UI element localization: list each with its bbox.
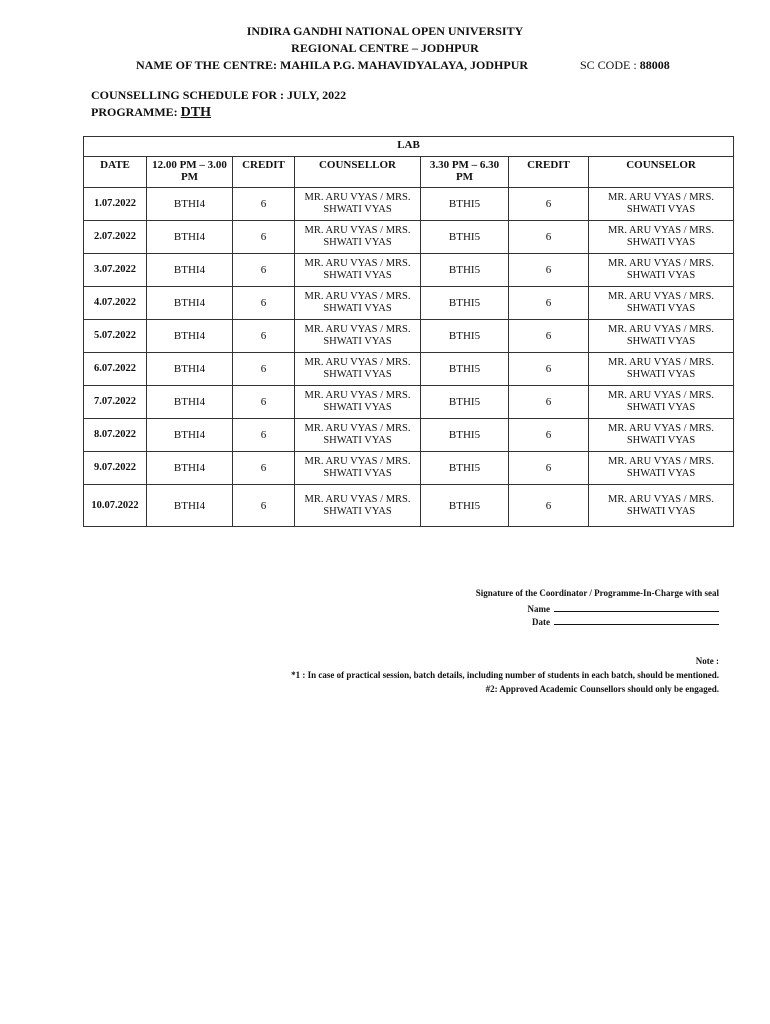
signature-name-line (300, 602, 719, 614)
course-cell: BTHI5 (421, 287, 509, 320)
course-cell: BTHI5 (421, 254, 509, 287)
column-header: 3.30 PM – 6.30 PM (421, 157, 509, 188)
counsellor-cell: MR. ARU VYAS / MRS. SHWATI VYAS (295, 188, 421, 221)
course-cell: BTHI5 (421, 353, 509, 386)
column-header: COUNSELLOR (295, 157, 421, 188)
credit-cell: 6 (233, 386, 295, 419)
table-row (84, 254, 734, 287)
credit-cell: 6 (233, 320, 295, 353)
table-row (84, 320, 734, 353)
centre-label: NAME OF THE CENTRE (136, 58, 274, 72)
course-cell: BTHI5 (421, 221, 509, 254)
credit-cell: 6 (233, 254, 295, 287)
schedule-value: : JULY, 2022 (280, 88, 347, 102)
column-header: COUNSELOR (589, 157, 734, 188)
date-cell: 2.07.2022 (84, 221, 147, 254)
counsellor-cell: MR. ARU VYAS / MRS. SHWATI VYAS (589, 287, 734, 320)
course-cell: BTHI5 (421, 419, 509, 452)
sc-code (580, 58, 670, 73)
column-header: 12.00 PM – 3.00 PM (147, 157, 233, 188)
table-row (84, 452, 734, 485)
date-cell: 9.07.2022 (84, 452, 147, 485)
programme-value: DTH (180, 105, 211, 120)
table-row (84, 419, 734, 452)
course-cell: BTHI5 (421, 320, 509, 353)
date-blank-line (554, 615, 719, 625)
counsellor-cell: MR. ARU VYAS / MRS. SHWATI VYAS (295, 287, 421, 320)
note-2: #2: Approved Academic Counsellors should only be engaged. (485, 684, 719, 694)
column-header: DATE (84, 157, 147, 188)
date-cell: 7.07.2022 (84, 386, 147, 419)
counsellor-cell: MR. ARU VYAS / MRS. SHWATI VYAS (589, 485, 734, 527)
counsellor-cell: MR. ARU VYAS / MRS. SHWATI VYAS (295, 353, 421, 386)
date-cell: 8.07.2022 (84, 419, 147, 452)
credit-cell: 6 (509, 386, 589, 419)
counsellor-cell: MR. ARU VYAS / MRS. SHWATI VYAS (295, 221, 421, 254)
schedule-table (83, 136, 734, 527)
counsellor-cell: MR. ARU VYAS / MRS. SHWATI VYAS (295, 419, 421, 452)
signature-title: Signature of the Coordinator / Programme-In-Charge with seal (475, 588, 719, 598)
column-header: CREDIT (509, 157, 589, 188)
name-label: Name (527, 604, 550, 614)
counsellor-cell: MR. ARU VYAS / MRS. SHWATI VYAS (589, 419, 734, 452)
table-row (84, 386, 734, 419)
table-row (84, 188, 734, 221)
course-cell: BTHI4 (147, 386, 233, 419)
credit-cell: 6 (233, 419, 295, 452)
credit-cell: 6 (233, 452, 295, 485)
name-blank-line (554, 602, 719, 612)
credit-cell: 6 (509, 221, 589, 254)
counsellor-cell: MR. ARU VYAS / MRS. SHWATI VYAS (295, 386, 421, 419)
sc-code-value: 88008 (639, 58, 670, 72)
note-heading: Note : (695, 656, 719, 666)
date-cell: 3.07.2022 (84, 254, 147, 287)
credit-cell: 6 (233, 287, 295, 320)
university-name: INDIRA GANDHI NATIONAL OPEN UNIVERSITY (246, 24, 524, 38)
course-cell: BTHI4 (147, 485, 233, 527)
counsellor-cell: MR. ARU VYAS / MRS. SHWATI VYAS (589, 320, 734, 353)
credit-cell: 6 (233, 485, 295, 527)
schedule-heading (91, 88, 346, 103)
counsellor-cell: MR. ARU VYAS / MRS. SHWATI VYAS (589, 353, 734, 386)
note-1: *1 : In case of practical session, batch details, including number of students in each batch, should be mentioned. (291, 670, 719, 680)
counsellor-cell: MR. ARU VYAS / MRS. SHWATI VYAS (295, 254, 421, 287)
course-cell: BTHI4 (147, 419, 233, 452)
counsellor-cell: MR. ARU VYAS / MRS. SHWATI VYAS (295, 320, 421, 353)
schedule-label: COUNSELLING SCHEDULE FOR (91, 88, 278, 102)
course-cell: BTHI4 (147, 320, 233, 353)
lab-group-header: LAB (84, 137, 734, 157)
table-row (84, 287, 734, 320)
course-cell: BTHI4 (147, 188, 233, 221)
table-row (84, 353, 734, 386)
course-cell: BTHI5 (421, 452, 509, 485)
credit-cell: 6 (233, 221, 295, 254)
column-header: CREDIT (233, 157, 295, 188)
date-label: Date (532, 617, 550, 627)
credit-cell: 6 (509, 452, 589, 485)
credit-cell: 6 (233, 353, 295, 386)
course-cell: BTHI5 (421, 386, 509, 419)
counsellor-cell: MR. ARU VYAS / MRS. SHWATI VYAS (589, 386, 734, 419)
date-cell: 4.07.2022 (84, 287, 147, 320)
course-cell: BTHI4 (147, 287, 233, 320)
column-header-row (84, 157, 734, 188)
counsellor-cell: MR. ARU VYAS / MRS. SHWATI VYAS (589, 254, 734, 287)
credit-cell: 6 (509, 353, 589, 386)
course-cell: BTHI4 (147, 221, 233, 254)
course-cell: BTHI4 (147, 353, 233, 386)
credit-cell: 6 (509, 254, 589, 287)
counsellor-cell: MR. ARU VYAS / MRS. SHWATI VYAS (295, 485, 421, 527)
centre-name-line (136, 58, 528, 73)
schedule-table-body (84, 188, 734, 527)
date-cell: 10.07.2022 (84, 485, 147, 527)
programme-heading (91, 105, 211, 121)
course-cell: BTHI5 (421, 485, 509, 527)
credit-cell: 6 (509, 287, 589, 320)
programme-label: PROGRAMME: (91, 105, 178, 119)
course-cell: BTHI4 (147, 452, 233, 485)
credit-cell: 6 (509, 419, 589, 452)
regional-centre: REGIONAL CENTRE – JODHPUR (291, 41, 479, 55)
counsellor-cell: MR. ARU VYAS / MRS. SHWATI VYAS (589, 452, 734, 485)
credit-cell: 6 (509, 320, 589, 353)
counsellor-cell: MR. ARU VYAS / MRS. SHWATI VYAS (589, 188, 734, 221)
sc-code-label: SC CODE : (580, 58, 637, 72)
date-cell: 1.07.2022 (84, 188, 147, 221)
table-row (84, 221, 734, 254)
table-row (84, 485, 734, 527)
counsellor-cell: MR. ARU VYAS / MRS. SHWATI VYAS (295, 452, 421, 485)
counsellor-cell: MR. ARU VYAS / MRS. SHWATI VYAS (589, 221, 734, 254)
course-cell: BTHI4 (147, 254, 233, 287)
course-cell: BTHI5 (421, 188, 509, 221)
signature-date-line (300, 615, 719, 627)
date-cell: 5.07.2022 (84, 320, 147, 353)
centre-name: : MAHILA P.G. MAHAVIDYALAYA, JODHPUR (273, 58, 529, 72)
credit-cell: 6 (509, 485, 589, 527)
date-cell: 6.07.2022 (84, 353, 147, 386)
credit-cell: 6 (509, 188, 589, 221)
credit-cell: 6 (233, 188, 295, 221)
